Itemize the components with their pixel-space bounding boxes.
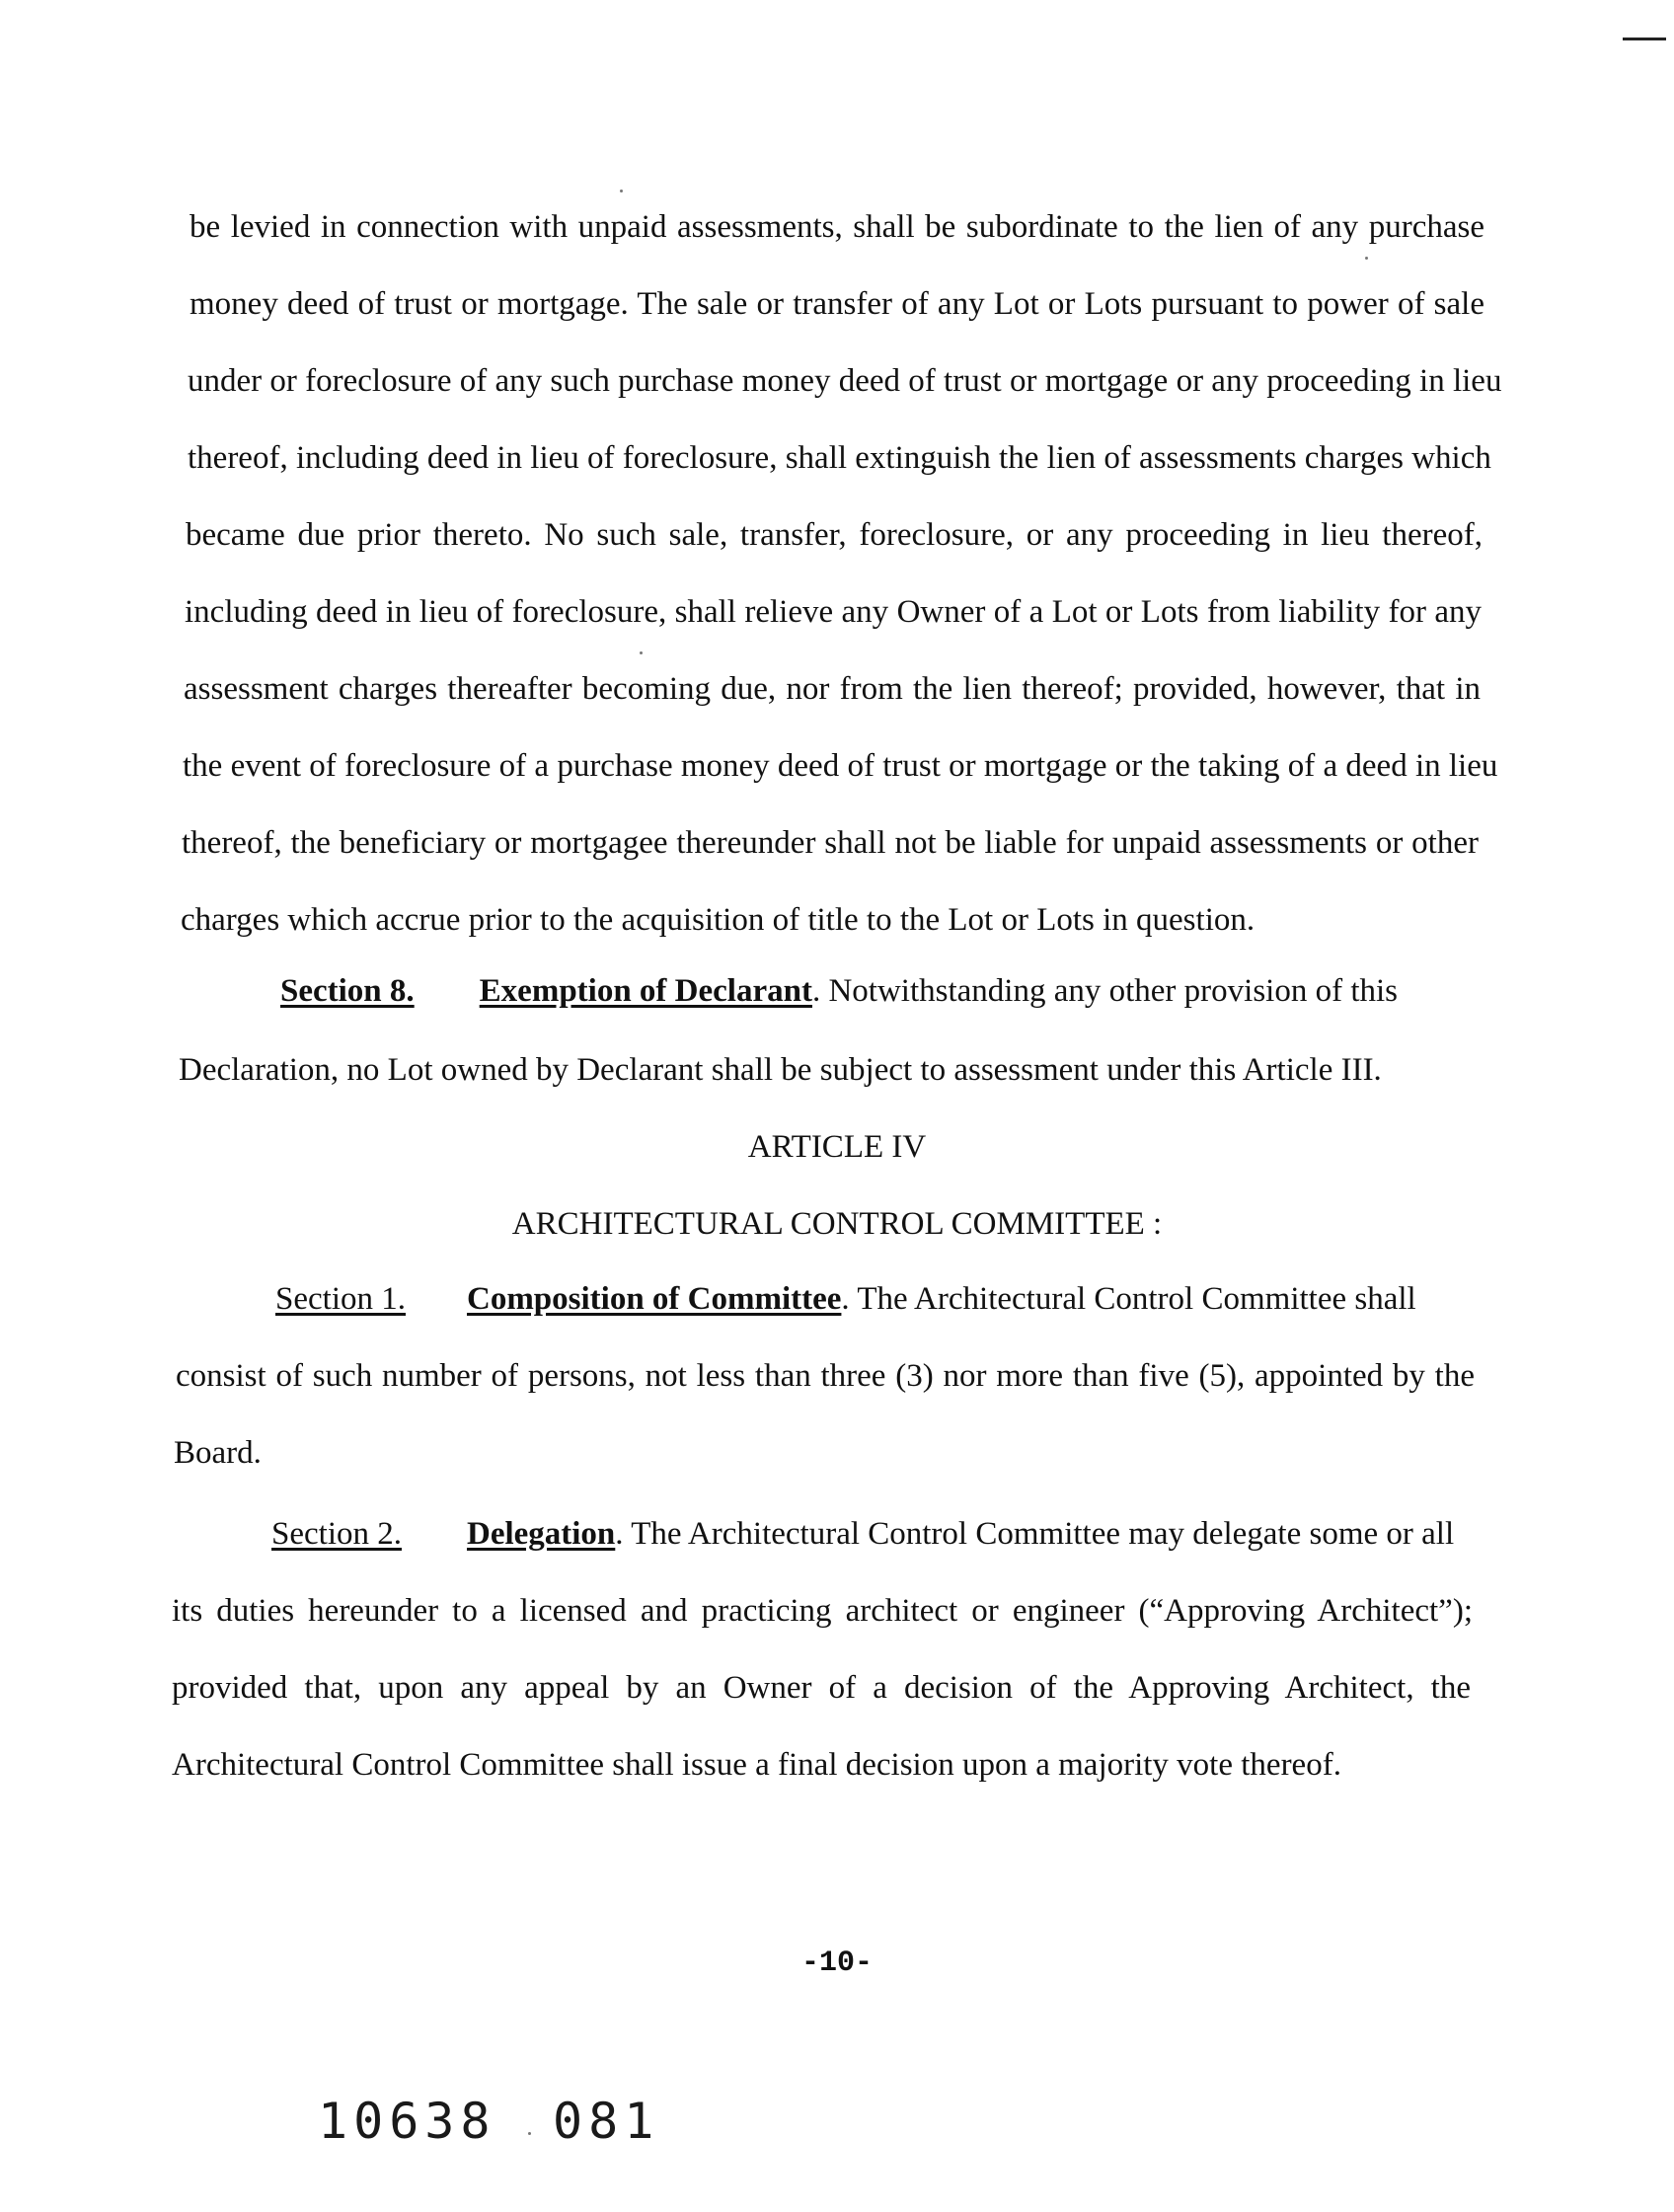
scan-mark xyxy=(1623,38,1666,40)
body-line: thereof, the beneficiary or mortgagee thereunder shall not be liable for unpaid assessments or other xyxy=(182,825,1479,861)
body-line: including deed in lieu of foreclosure, shall relieve any Owner of a Lot or Lots from liability for any xyxy=(185,594,1482,630)
section-8-first-line xyxy=(280,975,1479,1008)
section-2-heading: Delegation xyxy=(466,1516,616,1552)
scan-speck xyxy=(528,2132,531,2135)
body-line: charges which accrue prior to the acquisition of title to the Lot or Lots in question. xyxy=(181,902,1256,938)
scan-speck xyxy=(1365,257,1368,260)
section-1-text: . The Architectural Control Committee shall xyxy=(841,1281,1416,1317)
body-line: Architectural Control Committee shall issue a final decision upon a majority vote thereof. xyxy=(172,1747,1341,1783)
section-8-second-line: Declaration, no Lot owned by Declarant shall be subject to assessment under this Article III. xyxy=(179,1052,1382,1088)
section-8-text: . Notwithstanding any other provision of this xyxy=(811,973,1399,1009)
body-line: under or foreclosure of any such purchase money deed of trust or mortgage or any proceeding in lieu xyxy=(188,363,1502,399)
body-line: provided that, upon any appeal by an Owner of a decision of the Approving Architect, the xyxy=(172,1670,1471,1706)
section-1-heading: Composition of Committee xyxy=(466,1281,842,1317)
section-8-label: Section 8. xyxy=(280,973,415,1009)
section-2-label: Section 2. xyxy=(271,1516,402,1552)
scan-speck xyxy=(620,190,623,192)
section-8-heading: Exemption of Declarant xyxy=(479,973,812,1009)
body-line: became due prior thereto. No such sale, transfer, foreclosure, or any proceeding in lieu thereof, xyxy=(186,517,1483,553)
body-line: be levied in connection with unpaid assessments, shall be subordinate to the lien of any purchase xyxy=(190,209,1484,245)
article-title: ARCHITECTURAL CONTROL COMMITTEE : xyxy=(511,1206,1163,1242)
page-number: -10- xyxy=(800,1946,873,1980)
body-line: money deed of trust or mortgage. The sale or transfer of any Lot or Lots pursuant to power of sale xyxy=(190,286,1484,322)
body-line: the event of foreclosure of a purchase money deed of trust or mortgage or the taking of a deed in lieu xyxy=(183,748,1498,784)
body-line: consist of such number of persons, not less than three (3) nor more than five (5), appointed by the xyxy=(176,1358,1475,1394)
body-line: its duties hereunder to a licensed and practicing architect or engineer (“Approving Architect”); xyxy=(172,1593,1473,1629)
body-line: assessment charges thereafter becoming due, nor from the lien thereof; provided, however, that in xyxy=(184,671,1481,707)
section-2-first-line xyxy=(271,1518,1454,1551)
scan-speck xyxy=(640,651,643,654)
section-2-text: . The Architectural Control Committee may delegate some or all xyxy=(615,1516,1455,1552)
page-reference: 081 xyxy=(553,2093,660,2150)
article-number: ARTICLE IV xyxy=(747,1129,927,1165)
section-1-first-line xyxy=(275,1283,1416,1316)
body-line: Board. xyxy=(174,1435,262,1471)
body-line: thereof, including deed in lieu of foreclosure, shall extinguish the lien of assessments charges which xyxy=(188,440,1491,476)
book-number: 10638 xyxy=(318,2093,496,2150)
section-1-label: Section 1. xyxy=(275,1281,406,1317)
